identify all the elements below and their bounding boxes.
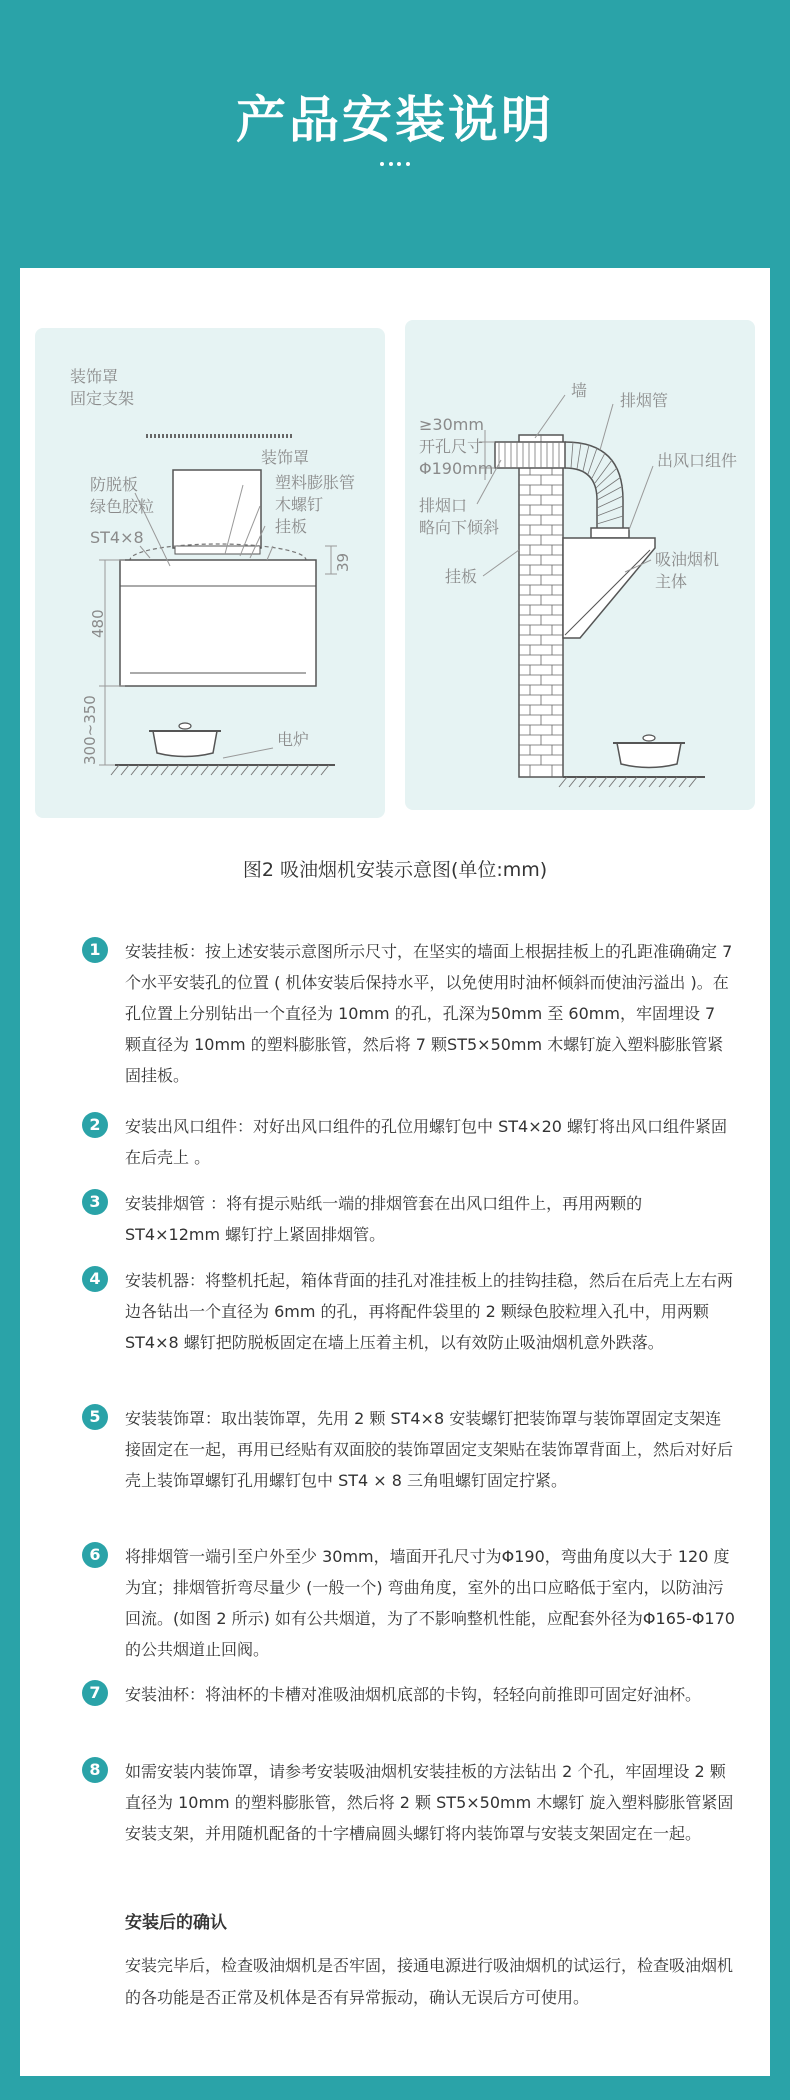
dim-480: 480 <box>89 609 107 638</box>
step-text: 安装挂板：按上述安装示意图所示尺寸，在坚实的墙面上根据挂板上的孔距准确确定 7 个水平安装孔的位置 ( 机体安装后保持水平，以免使用时油杯倾斜而使油污溢出 )。在孔位置上分别钻出一个直径为 10mm 的孔，孔深为50mm 至 60mm，牢固埋设 7 颗直径为 10mm 的塑料膨胀管，然后将 7 颗ST5×50mm 木螺钉旋入塑料膨胀管紧固挂板。 <box>125 942 733 1085</box>
step-text: 安装出风口组件：对好出风口组件的孔位用螺钉包中 ST4×20 螺钉将出风口组件紧固在后壳上 。 <box>125 1117 728 1167</box>
step-number-badge: 1 <box>82 937 108 963</box>
step-number-badge: 5 <box>82 1404 108 1430</box>
page-title: 产品安装说明 <box>236 91 554 149</box>
side-view-illustration <box>405 320 755 810</box>
step-text: 如需安装内装饰罩，请参考安装吸油烟机安装挂板的方法钻出 2 个孔，牢固埋设 2 颗直径为 10mm 的塑料膨胀管，然后将 2 颗 ST5×50mm 木螺钉 旋入塑料膨胀管紧固安装支架，并用随机配备的十字槽扁圆头螺钉将内装饰罩与安装支架固定在一起。 <box>125 1762 734 1843</box>
dim-39: 39 <box>334 552 352 572</box>
label-st4x8: ST4×8 <box>90 528 144 547</box>
side-view-diagram <box>405 320 755 810</box>
step-text: 安装机器：将整机托起，箱体背面的挂孔对准挂板上的挂钩挂稳，然后在后壳上左右两边各钻出一个直径为 6mm 的孔，再将配件袋里的 2 颗绿色胶粒埋入孔中，用两颗 ST4×8 螺钉把防脱板固定在墙上压着主机，以有效防止吸油烟机意外跌落。 <box>125 1271 734 1352</box>
title-dots-decoration <box>380 162 410 166</box>
step-number-badge: 2 <box>82 1112 108 1138</box>
label-hole-size: 开孔尺寸 <box>419 437 484 456</box>
figure-caption: 图2 吸油烟机安装示意图(单位:mm) <box>242 859 548 881</box>
label-cover-bracket-2: 固定支架 <box>70 389 135 408</box>
label-exhaust-pipe: 排烟管 <box>620 391 669 410</box>
label-cover: 装饰罩 <box>261 448 310 467</box>
label-anti-drop-2: 绿色胶粒 <box>90 497 155 516</box>
front-view-illustration <box>35 328 385 818</box>
label-anti-drop-1: 防脱板 <box>90 475 139 494</box>
content-card <box>20 268 770 2076</box>
step-number-badge: 7 <box>82 1680 108 1706</box>
label-hanger: 挂板 <box>275 517 308 536</box>
step-text: 安装排烟管 ：将有提示贴纸一端的排烟管套在出风口组件上，再用两颗的ST4×12mm 螺钉拧上紧固排烟管。 <box>125 1194 643 1244</box>
label-hanger-right: 挂板 <box>445 567 478 586</box>
step-text: 安装装饰罩：取出装饰罩，先用 2 颗 ST4×8 安装螺钉把装饰罩与装饰罩固定支架连接固定在一起，再用已经贴有双面胶的装饰罩固定支架贴在装饰罩背面上，然后对好后壳上装饰罩螺钉孔用螺钉包中 ST4 × 8 三角咀螺钉固定拧紧。 <box>125 1409 734 1490</box>
label-expansion-tube: 塑料膨胀管 <box>275 473 356 492</box>
dim-300-350: 300~350 <box>81 695 99 765</box>
step-number-badge: 8 <box>82 1757 108 1783</box>
label-wood-screw: 木螺钉 <box>275 495 324 514</box>
label-hood-main-1: 吸油烟机 <box>655 550 720 569</box>
after-install-body: 安装完毕后，检查吸油烟机是否牢固，接通电源进行吸油烟机的试运行，检查吸油烟机的各功能是否正常及机体是否有异常振动，确认无误后方可使用。 <box>125 1956 734 2007</box>
step-number-badge: 6 <box>82 1542 108 1568</box>
label-exhaust-port: 排烟口 <box>419 496 468 515</box>
label-outlet-assembly: 出风口组件 <box>657 451 738 470</box>
label-hood-main-2: 主体 <box>655 572 688 591</box>
label-stove: 电炉 <box>277 730 310 749</box>
step-text: 安装油杯：将油杯的卡槽对准吸油烟机底部的卡钩，轻轻向前推即可固定好油杯。 <box>125 1685 702 1704</box>
step-number-badge: 4 <box>82 1266 108 1292</box>
label-cover-bracket-1: 装饰罩 <box>70 367 119 386</box>
label-ge30: ≥30mm <box>419 415 484 434</box>
step-number-badge: 3 <box>82 1189 108 1215</box>
label-slight-slope: 略向下倾斜 <box>419 518 500 537</box>
header-banner <box>0 0 790 268</box>
label-hole-diameter: Φ190mm <box>419 459 494 478</box>
label-wall: 墙 <box>571 381 588 400</box>
after-install-title: 安装后的确认 <box>125 1913 227 1933</box>
step-text: 将排烟管一端引至户外至少 30mm，墙面开孔尺寸为Φ190，弯曲角度以大于 120 度为宜；排烟管折弯尽量少 (一般一个) 弯曲角度，室外的出口应略低于室内，以防油污回流。(如图 2 所示) 如有公共烟道，为了不影响整机性能，应配套外径为Φ165-Φ170 的公共烟道止回阀。 <box>125 1547 735 1659</box>
front-view-diagram <box>35 328 385 818</box>
